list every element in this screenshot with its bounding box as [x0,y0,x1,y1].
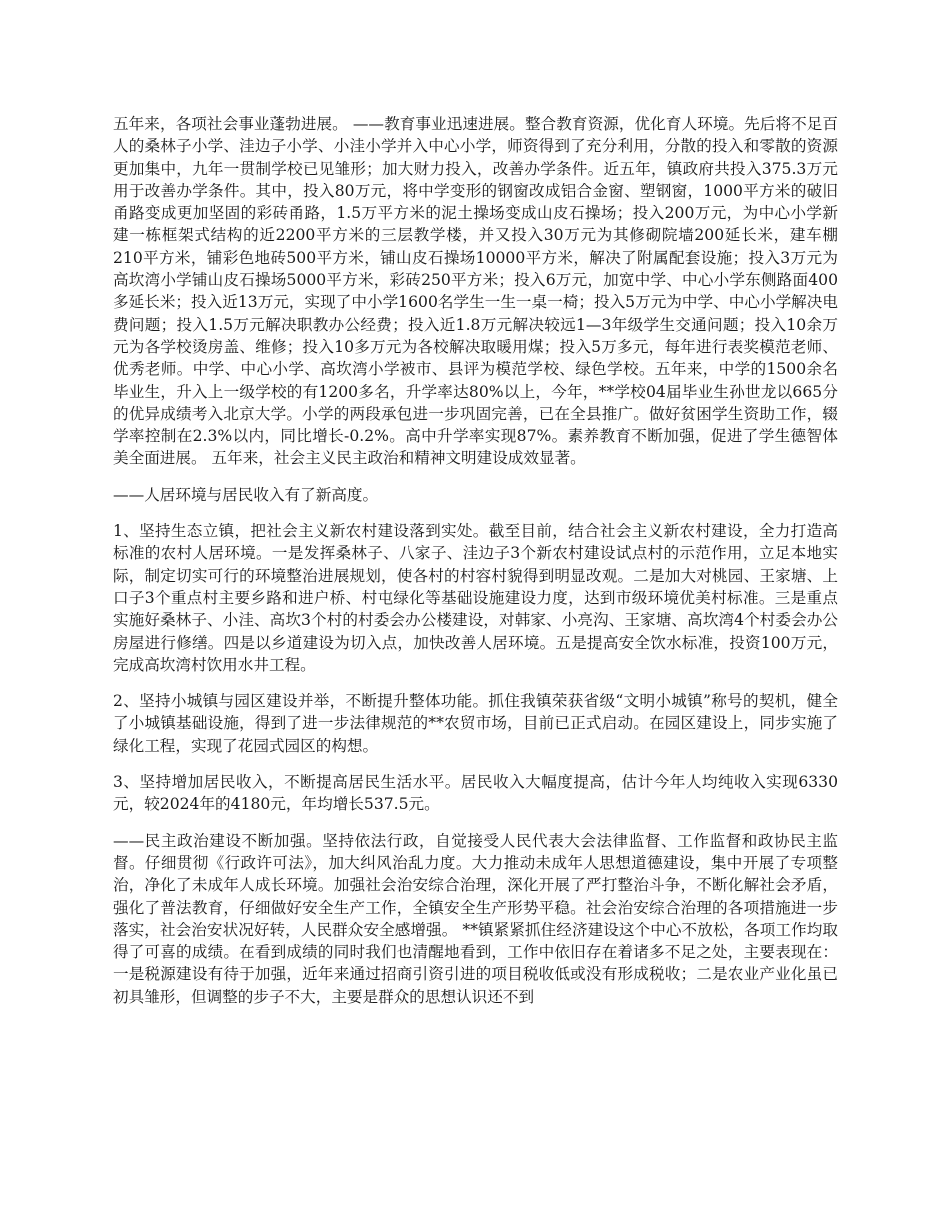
document-body [113,113,838,1022]
paragraph-small-town: 2、坚持小城镇与园区建设并举，不断提升整体功能。抓住我镇荣获省级“文明小城镇”称号的契机，健全了小城镇基础设施，得到了进一步法律规范的**农贸市场，目前已正式启动。在园区建设上，同步实施了绿化工程，实现了花园式园区的构想。 [113,692,838,755]
paragraph-education: 五年来，各项社会事业蓬勃进展。 ——教育事业迅速进展。整合教育资源，优化育人环境。先后将不足百人的桑林子小学、洼边子小学、小洼小学并入中心小学，师资得到了充分利用，分散的投入和零散的资源更加集中，九年一贯制学校已见雏形；加大财力投入，改善办学条件。近五年，镇政府共投入375.3万元用于改善办学条件。其中，投入80万元，将中学变形的钢窗改成铝合金窗、塑钢窗，1000平方米的破旧甬路变成更加坚固的彩砖甬路，1.5万平方米的泥土操场变成山皮石操场；投入200万元，为中心小学新建一栋框架式结构的近2200平方米的三层教学楼，并又投入30万元为其修砌院墙200延长米，建车棚210平方米，铺彩色地砖500平方米，铺山皮石操场10000平方米，解决了附属配套设施；投入3万元为高坎湾小学铺山皮石操场5000平方米，彩砖250平方米；投入6万元，加宽中学、中心小学东侧路面400多延长米；投入近13万元，实现了中小学1600名学生一生一桌一椅；投入5万元为中学、中心小学解决电费问题；投入1.5万元解决职教办公经费；投入近1.8万元解决较远1—3年级学生交通问题；投入10余万元为各学校烫房盖、维修；投入10多万元为各校解决取暖用煤；投入5万多元，每年进行表奖模范老师、优秀老师。中学、中心小学、高坎湾小学被市、县评为模范学校、绿色学校。五年来，中学的1500余名毕业生，升入上一级学校的有1200多名，升学率达80%以上，今年，**学校04届毕业生孙世龙以665分的优异成绩考入北京大学。小学的两段承包进一步巩固完善，已在全县推广。做好贫困学生资助工作，辍学率控制在2.3%以内，同比增长-0.2%。高中升学率实现87%。素养教育不断加强，促进了学生德智体美全面进展。 五年来，社会主义民主政治和精神文明建设成效显著。 [113,115,838,468]
paragraph-democracy: ——民主政治建设不断加强。坚持依法行政，自觉接受人民代表大会法律监督、工作监督和政协民主监督。仔细贯彻《行政许可法》，加大纠风治乱力度。大力推动未成年人思想道德建设，集中开展了专项整治，净化了未成年人成长环境。加强社会治安综合治理，深化开展了严打整治斗争，不断化解社会矛盾，强化了普法教育，仔细做好安全生产工作，全镇安全生产形势平稳。社会治安综合治理的各项措施进一步落实，社会治安状况好转，人民群众安全感增强。 **镇紧紧抓住经济建设这个中心不放松，各项工作均取得了可喜的成绩。在看到成绩的同时我们也清醒地看到，工作中依旧存在着诸多不足之处，主要表现在：一是税源建设有待于加强，近年来通过招商引资引进的项目税收低或没有形成税收；二是农业产业化虽已初具雏形，但调整的步子不大，主要是群众的思想认识还不到 [113,831,838,1006]
paragraph-income: 3、坚持增加居民收入，不断提高居民生活水平。居民收入大幅度提高，估计今年人均纯收入实现6330元，较2024年的4180元，年均增长537.5元。 [113,773,838,814]
paragraph-ecology: 1、坚持生态立镇，把社会主义新农村建设落到实处。截至目前，结合社会主义新农村建设，全力打造高标准的农村人居环境。一是发挥桑林子、八家子、洼边子3个新农村建设试点村的示范作用，立足本地实际，制定切实可行的环境整治进展规划，使各村的村容村貌得到明显改观。二是加大对桃园、王家塘、上口子3个重点村主要乡路和进户桥、村屯绿化等基础设施建设力度，达到市级环境优美村标准。三是重点实施好桑林子、小洼、高坎3个村的村委会办公楼建设，对韩家、小亮沟、王家塘、高坎湾4个村委会办公房屋进行修缮。四是以乡道建设为切入点，加快改善人居环境。五是提高安全饮水标准，投资100万元，完成高坎湾村饮用水井工程。 [113,522,838,674]
paragraph-living-environment-heading: ——人居环境与居民收入有了新高度。 [113,485,379,504]
